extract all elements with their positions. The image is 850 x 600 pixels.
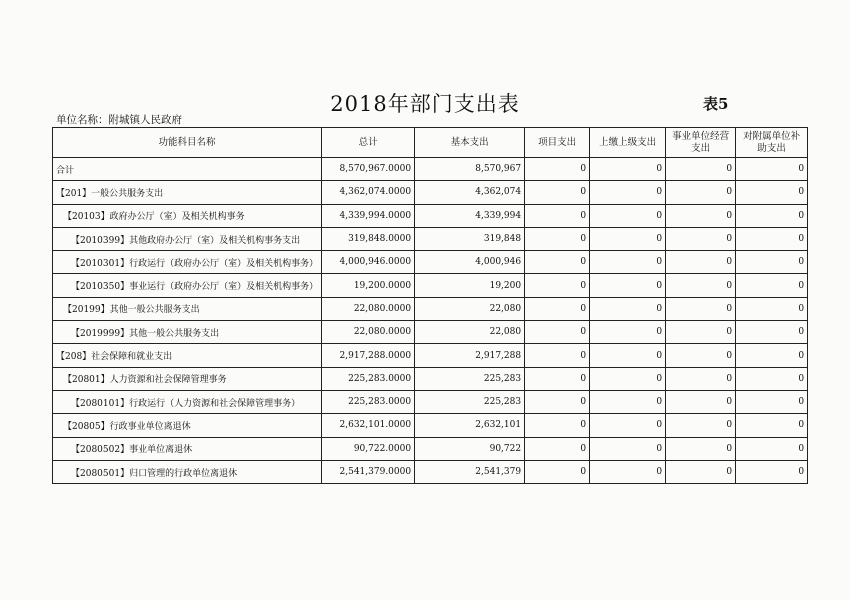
table-row [53,344,808,367]
unit-name-label: 单位名称：附城镇人民政府 [56,114,182,126]
subject-name-cell: 【20801】人力资源和社会保障管理事务 [53,367,322,390]
basic-expenditure-cell: 4,362,074 [415,181,525,204]
upper-level-remittance-cell: 0 [590,344,666,367]
basic-expenditure-cell: 22,080 [415,297,525,320]
subsidiary-subsidy-cell: 0 [736,251,808,274]
project-expenditure-cell: 0 [525,321,590,344]
total-cell: 4,339,994.0000 [322,204,415,227]
table-row [53,321,808,344]
basic-expenditure-cell: 2,541,379 [415,460,525,483]
table-body [53,158,808,484]
project-expenditure-cell: 0 [525,158,590,181]
column-header-project-expenditure: 项目支出 [525,128,590,158]
upper-level-remittance-cell: 0 [590,204,666,227]
subsidiary-subsidy-cell: 0 [736,460,808,483]
basic-expenditure-cell: 4,000,946 [415,251,525,274]
upper-level-remittance-cell: 0 [590,297,666,320]
project-expenditure-cell: 0 [525,460,590,483]
subject-name-cell: 【2010350】事业运行（政府办公厅（室）及相关机构事务） [53,274,322,297]
table-row [53,251,808,274]
total-cell: 4,362,074.0000 [322,181,415,204]
table-row [53,204,808,227]
subsidiary-subsidy-cell: 0 [736,367,808,390]
table-header-row [53,128,808,158]
business-operation-cell: 0 [666,390,736,413]
subject-name-cell: 【2010399】其他政府办公厅（室）及相关机构事务支出 [53,227,322,250]
total-cell: 2,917,288.0000 [322,344,415,367]
table-row [53,367,808,390]
column-header-total: 总计 [322,128,415,158]
business-operation-cell: 0 [666,344,736,367]
business-operation-cell: 0 [666,251,736,274]
upper-level-remittance-cell: 0 [590,437,666,460]
total-cell: 319,848.0000 [322,227,415,250]
subject-name-cell: 【2080101】行政运行（人力资源和社会保障管理事务） [53,390,322,413]
upper-level-remittance-cell: 0 [590,227,666,250]
business-operation-cell: 0 [666,204,736,227]
project-expenditure-cell: 0 [525,204,590,227]
business-operation-cell: 0 [666,437,736,460]
table-row [53,460,808,483]
project-expenditure-cell: 0 [525,437,590,460]
column-header-subject-name: 功能科目名称 [53,128,322,158]
upper-level-remittance-cell: 0 [590,158,666,181]
table-number: 表5 [703,95,729,113]
business-operation-cell: 0 [666,414,736,437]
basic-expenditure-cell: 8,570,967 [415,158,525,181]
table-row [53,158,808,181]
basic-expenditure-cell: 225,283 [415,367,525,390]
subject-name-cell: 【2080501】归口管理的行政单位离退休 [53,460,322,483]
subsidiary-subsidy-cell: 0 [736,181,808,204]
project-expenditure-cell: 0 [525,390,590,413]
project-expenditure-cell: 0 [525,181,590,204]
subsidiary-subsidy-cell: 0 [736,227,808,250]
table-row [53,414,808,437]
project-expenditure-cell: 0 [525,274,590,297]
basic-expenditure-cell: 225,283 [415,390,525,413]
upper-level-remittance-cell: 0 [590,251,666,274]
upper-level-remittance-cell: 0 [590,460,666,483]
subsidiary-subsidy-cell: 0 [736,414,808,437]
column-header-business-operation: 事业单位经营支出 [666,128,736,158]
subsidiary-subsidy-cell: 0 [736,344,808,367]
subject-name-cell: 【20103】政府办公厅（室）及相关机构事务 [53,204,322,227]
subsidiary-subsidy-cell: 0 [736,390,808,413]
expenditure-table [52,127,808,484]
column-header-subsidiary-subsidy: 对附属单位补助支出 [736,128,808,158]
subject-name-cell: 【20199】其他一般公共服务支出 [53,297,322,320]
subject-name-cell: 【20805】行政事业单位离退休 [53,414,322,437]
business-operation-cell: 0 [666,181,736,204]
subject-name-cell: 合计 [53,158,322,181]
upper-level-remittance-cell: 0 [590,181,666,204]
project-expenditure-cell: 0 [525,227,590,250]
basic-expenditure-cell: 22,080 [415,321,525,344]
business-operation-cell: 0 [666,367,736,390]
table-row [53,227,808,250]
table-row [53,181,808,204]
project-expenditure-cell: 0 [525,297,590,320]
basic-expenditure-cell: 2,917,288 [415,344,525,367]
upper-level-remittance-cell: 0 [590,274,666,297]
subsidiary-subsidy-cell: 0 [736,158,808,181]
business-operation-cell: 0 [666,460,736,483]
total-cell: 4,000,946.0000 [322,251,415,274]
table-row [53,274,808,297]
project-expenditure-cell: 0 [525,367,590,390]
column-header-upper-level-remittance: 上缴上级支出 [590,128,666,158]
total-cell: 8,570,967.0000 [322,158,415,181]
upper-level-remittance-cell: 0 [590,321,666,344]
basic-expenditure-cell: 19,200 [415,274,525,297]
total-cell: 90,722.0000 [322,437,415,460]
subsidiary-subsidy-cell: 0 [736,297,808,320]
business-operation-cell: 0 [666,321,736,344]
subject-name-cell: 【201】一般公共服务支出 [53,181,322,204]
basic-expenditure-cell: 4,339,994 [415,204,525,227]
project-expenditure-cell: 0 [525,251,590,274]
upper-level-remittance-cell: 0 [590,390,666,413]
subsidiary-subsidy-cell: 0 [736,274,808,297]
basic-expenditure-cell: 319,848 [415,227,525,250]
project-expenditure-cell: 0 [525,414,590,437]
subsidiary-subsidy-cell: 0 [736,437,808,460]
upper-level-remittance-cell: 0 [590,414,666,437]
subject-name-cell: 【208】社会保障和就业支出 [53,344,322,367]
subject-name-cell: 【2019999】其他一般公共服务支出 [53,321,322,344]
total-cell: 2,541,379.0000 [322,460,415,483]
basic-expenditure-cell: 90,722 [415,437,525,460]
column-header-basic-expenditure: 基本支出 [415,128,525,158]
table-row [53,297,808,320]
table-row [53,390,808,413]
page-title: 2018年部门支出表 [330,92,520,116]
total-cell: 2,632,101.0000 [322,414,415,437]
total-cell: 225,283.0000 [322,367,415,390]
total-cell: 225,283.0000 [322,390,415,413]
business-operation-cell: 0 [666,274,736,297]
business-operation-cell: 0 [666,227,736,250]
total-cell: 22,080.0000 [322,321,415,344]
subject-name-cell: 【2080502】事业单位离退休 [53,437,322,460]
basic-expenditure-cell: 2,632,101 [415,414,525,437]
business-operation-cell: 0 [666,158,736,181]
subsidiary-subsidy-cell: 0 [736,204,808,227]
subject-name-cell: 【2010301】行政运行（政府办公厅（室）及相关机构事务） [53,251,322,274]
total-cell: 22,080.0000 [322,297,415,320]
table-row [53,437,808,460]
business-operation-cell: 0 [666,297,736,320]
upper-level-remittance-cell: 0 [590,367,666,390]
total-cell: 19,200.0000 [322,274,415,297]
project-expenditure-cell: 0 [525,344,590,367]
subsidiary-subsidy-cell: 0 [736,321,808,344]
